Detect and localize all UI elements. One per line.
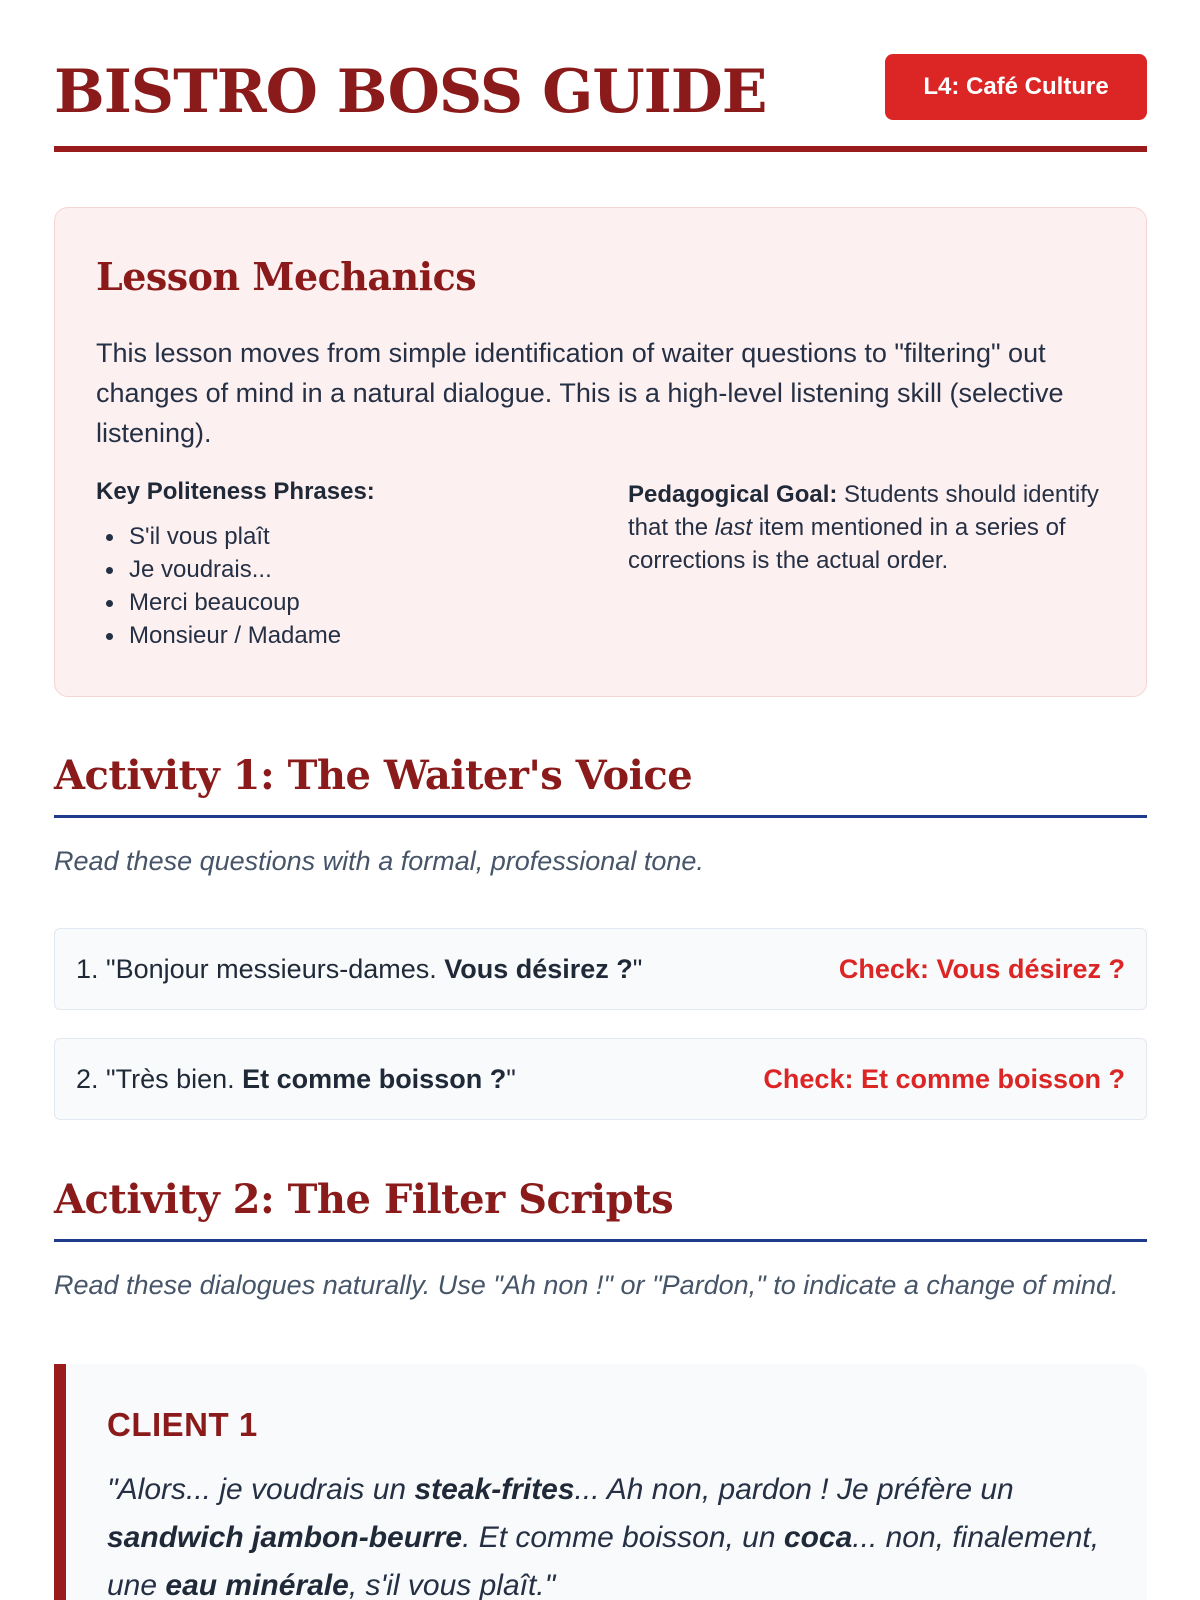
goal-label: Pedagogical Goal: <box>628 481 838 508</box>
page-header <box>54 52 1147 152</box>
page-title: BISTRO BOSS GUIDE <box>54 57 767 127</box>
question-text <box>76 929 642 1009</box>
phrase-item: Je voudrais... <box>96 553 341 586</box>
activity1-instruction: Read these questions with a formal, professional tone. <box>54 846 704 876</box>
activity1-title: Activity 1: The Waiter's Voice <box>54 752 1147 818</box>
phrase-item: Monsieur / Madame <box>96 619 341 652</box>
question-text <box>76 1039 516 1119</box>
lesson-badge: L4: Café Culture <box>885 54 1147 120</box>
phrase-item: S'il vous plaît <box>96 520 341 553</box>
question-key-phrase: Et comme boisson ? <box>242 1064 507 1094</box>
question-row <box>54 1038 1147 1120</box>
client-script-card <box>54 1364 1147 1600</box>
script-text: ... Ah non, pardon ! Je préfère un <box>574 1473 1014 1506</box>
mechanics-description: This lesson moves from simple identification of waiter questions to "filtering" out changes of mind in a natural dialogue. This is a high-level listening skill (selective listening). <box>96 338 1064 448</box>
question-prefix: 2. "Très bien. <box>76 1064 243 1094</box>
phrase-item: Merci beaucoup <box>96 586 341 619</box>
question-suffix: " <box>632 954 643 984</box>
script-text: , s'il vous plaît." <box>348 1569 556 1600</box>
script-item: steak-frites <box>414 1473 575 1506</box>
question-prefix: 1. "Bonjour messieurs-dames. <box>76 954 445 984</box>
question-suffix: " <box>506 1064 516 1094</box>
phrases-list <box>96 520 341 652</box>
phrases-title: Key Politeness Phrases: <box>96 478 375 505</box>
question-check: Check: Et comme boisson ? <box>763 1064 1125 1094</box>
goal-emphasis: last <box>714 514 753 541</box>
script-text: ... non, finalement, une <box>107 1521 1100 1600</box>
activity2-instruction: Read these dialogues naturally. Use "Ah non !" or "Pardon," to indicate a change of mind. <box>54 1270 1119 1300</box>
lesson-mechanics-card <box>54 207 1147 697</box>
question-row <box>54 928 1147 1010</box>
question-check: Check: Vous désirez ? <box>838 954 1125 984</box>
script-text: . Et comme boisson, un <box>462 1521 784 1554</box>
client-script <box>107 1466 1107 1600</box>
activity2-title: Activity 2: The Filter Scripts <box>54 1176 1147 1242</box>
client-label: CLIENT 1 <box>107 1406 258 1443</box>
question-key-phrase: Vous désirez ? <box>444 954 633 984</box>
goal-text: item mentioned in a series of corrections is the actual order. <box>628 514 1066 574</box>
script-item: coca <box>783 1521 853 1554</box>
script-item: eau minérale <box>165 1569 349 1600</box>
mechanics-title: Lesson Mechanics <box>96 254 477 299</box>
pedagogical-goal <box>628 478 1118 577</box>
script-item: sandwich jambon-beurre <box>107 1521 463 1554</box>
script-text: "Alors... je voudrais un <box>107 1473 415 1506</box>
goal-text: Students should identify that the <box>628 481 1099 541</box>
